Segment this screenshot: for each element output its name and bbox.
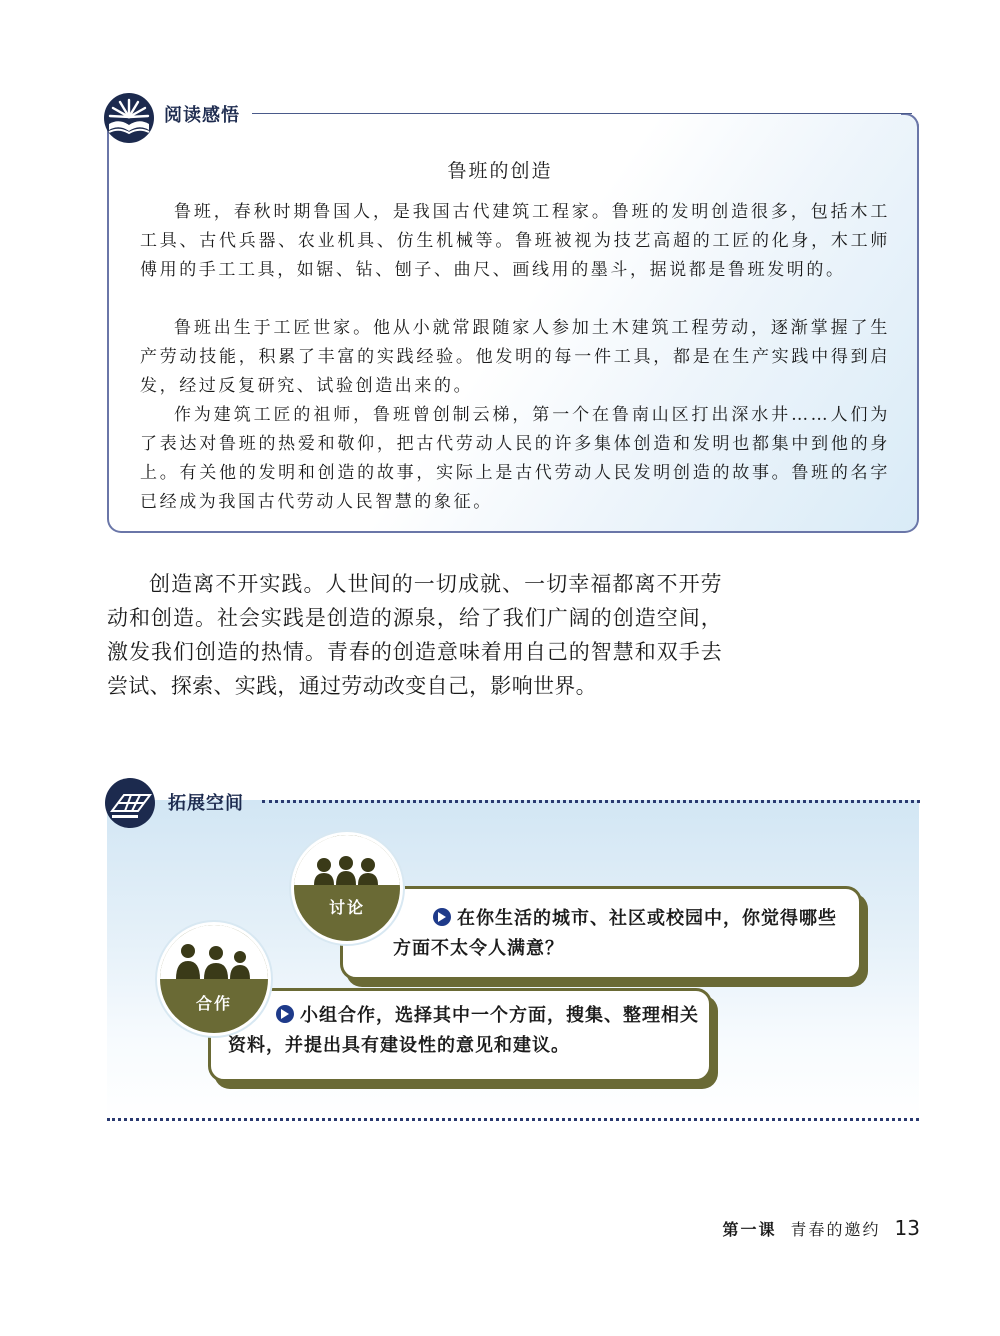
- reading-section-title: 阅读感悟: [164, 105, 240, 126]
- expansion-section-title: 拓展空间: [168, 793, 244, 814]
- reading-sun-book-icon: [103, 92, 155, 144]
- footer-subtitle: 青春的邀约: [790, 1220, 881, 1239]
- page-footer: [723, 1216, 920, 1240]
- reading-title-rule: [252, 113, 912, 114]
- people-silhouette-icon: [294, 835, 400, 941]
- reading-paragraph: 作为建筑工匠的祖师，鲁班曾创制云梯，第一个在鲁南山区打出深水井……人们为了表达对鲁班的热爱和敬仰，把古代劳动人民的许多集体创造和发明也都集中到他的身上。有关他的发明和创造的故事，实际上是古代劳动人民发明创造的故事。鲁班的名字已经成为我国古代劳动人民智慧的象征。: [140, 405, 890, 512]
- discussion-task-text: 在你生活的城市、社区或校园中，你觉得哪些方面不太令人满意？: [393, 908, 837, 959]
- cooperation-label: 合作: [195, 994, 232, 1013]
- cooperation-task: [228, 1001, 703, 1061]
- expansion-grid-icon: [104, 777, 156, 829]
- discussion-badge: [291, 832, 403, 944]
- expansion-bottom-rule: [107, 1118, 919, 1121]
- discussion-task: [393, 904, 843, 964]
- reading-paragraph: 鲁班，春秋时期鲁国人，是我国古代建筑工程家。鲁班的发明创造很多，包括木工工具、古代兵器、农业机具、仿生机械等。鲁班被视为技艺高超的工匠的化身，木工师傅用的手工工具，如锯、钻、刨子、曲尺、画线用的墨斗，据说都是鲁班发明的。: [140, 202, 890, 280]
- expansion-top-rule: [262, 800, 920, 803]
- reading-heading: 鲁班的创造: [447, 160, 553, 182]
- discussion-label: 讨论: [328, 898, 365, 917]
- reading-paragraph: 鲁班出生于工匠世家。他从小就常跟随家人参加土木建筑工程劳动，逐渐掌握了生产劳动技能，积累了丰富的实践经验。他发明的每一件工具，都是在生产实践中得到启发，经过反复研究、试验创造出来的。: [140, 318, 890, 396]
- body-paragraph: 创造离不开实践。人世间的一切成就、一切幸福都离不开劳动和创造。社会实践是创造的源泉，给了我们广阔的创造空间，激发我们创造的热情。青春的创造意味着用自己的智慧和双手去尝试、探索、实践，通过劳动改变自己，影响世界。: [107, 572, 722, 698]
- bullet-arrow-icon: [433, 908, 451, 926]
- page-number: 13: [894, 1216, 920, 1240]
- footer-lesson: 第一课: [722, 1220, 777, 1239]
- bullet-arrow-icon: [276, 1005, 294, 1023]
- cooperation-task-text: 小组合作，选择其中一个方面，搜集、整理相关资料，并提出具有建设性的意见和建议。: [228, 1005, 699, 1056]
